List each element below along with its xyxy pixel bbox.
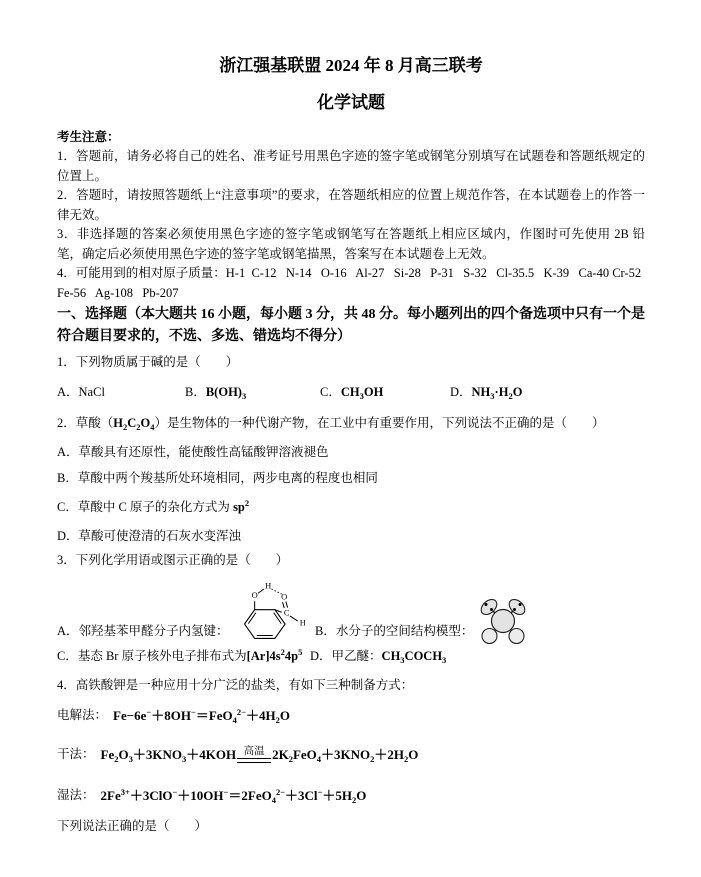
notice-heading: 考生注意： <box>57 130 120 144</box>
notice-section <box>57 128 651 303</box>
q3-option-b <box>315 596 530 640</box>
q3-option-b-label: B．水分子的空间结构模型： <box>315 624 474 638</box>
q1-option-d: D．$NH_3\cdot H_2O$ <box>450 385 523 401</box>
notice-item-3: 3．非选择题的答案必须使用黑色字迹的签字笔或钢笔写在答题纸上相应区域内，作图时可先使用 2B 铅笔，确定后必须使用黑色字迹的签字笔或钢笔描黑，答案写在本试题卷上无效。 <box>57 227 645 261</box>
page-title: 浙江强基联盟 2024 年 8 月高三联考 <box>219 56 483 75</box>
question-3-stem: 3．下列化学用语或图示正确的是（ ） <box>57 553 289 567</box>
q3-option-d: D．甲乙醚：$CH_3COCH_3$ <box>310 649 447 665</box>
q3-option-a <box>57 572 315 640</box>
atom-C-carbonyl: C <box>283 607 290 618</box>
notice-item-2: 2．答题时，请按照答题纸上“注意事项”的要求，在答题纸相应的位置上规范作答，在本试题卷上的作答一律无效。 <box>57 188 645 222</box>
water-molecule-model <box>476 596 530 646</box>
notice-item-4-atomic-masses: 4．可能用到的相对原子质量：H-1 C-12 N-14 O-16 Al-27 Si-28 P-31 S-32 Cl-35.5 K-39 Ca-40 Cr-52 Fe-56 Ag-108 Pb-207 <box>57 266 651 300</box>
q1-option-b: B．$B(OH)_3$ <box>185 385 247 401</box>
notice-item-1: 1．答题前，请务必将自己的姓名、准考证号用黑色字迹的签字笔或钢笔分别填写在试题卷和答题纸规定的位置上。 <box>57 149 645 183</box>
equals-bar <box>237 758 271 763</box>
electrolysis-equation: $Fe-6e^-+8OH^-=FeO_4^{2-}+4H_2O$ <box>113 707 290 725</box>
question-4-footer: 下列说法正确的是（ ） <box>57 819 208 833</box>
section-heading-choice-questions: 一、选择题（本大题共 16 小题，每小题 3 分，共 48 分。每小题列出的四个备选项中只有一个是符合题目要求的，不选、多选、错选均不得分） <box>57 307 645 344</box>
atom-H-phenol: H <box>264 580 271 591</box>
q4-wet-method-equation-line <box>57 786 645 805</box>
question-2-stem: 2．草酸$(H_2C_2O_4)$是生物体的一种代谢产物，在工业中有重要作用，下列说法不正确的是（ ） <box>57 416 605 432</box>
q1-option-c: C．$CH_3OH$ <box>320 385 384 401</box>
salicylaldehyde-hbond-structure <box>231 572 315 644</box>
page-subtitle: 化学试题 <box>317 93 385 112</box>
question-1-stem: 1．下列物质属于碱的是（ ） <box>57 355 239 369</box>
question-1 <box>57 353 645 403</box>
reaction-condition-high-temperature: 高温 <box>237 746 271 763</box>
dry-method-equation-lhs: $Fe_2O_3+3KNO_3+4KOH$ <box>100 747 237 764</box>
q2-option-d: D．草酸可使澄清的石灰水变浑浊 <box>57 529 242 543</box>
q3-options-a-b-row <box>57 572 645 640</box>
wet-method-equation: $2Fe^{3+}+3ClO^-+10OH^-=2FeO_4^{2-}+3Cl^-+5H_2O$ <box>100 787 367 805</box>
q3-option-a-label: A．邻羟基苯甲醛分子内氢键： <box>57 624 229 638</box>
q2-option-b: B．草酸中两个羧基所处环境相同，两步电离的程度也相同 <box>57 471 378 485</box>
q3-option-c: C．基态 Br 原子核外电子排布式为$[Ar]4s^24p^5$ <box>57 647 303 663</box>
electrolysis-method-label: 电解法： <box>57 708 108 722</box>
question-3 <box>57 551 645 666</box>
q2-option-c: C．草酸中 C 原子的杂化方式为 $sp^2$ <box>57 498 250 514</box>
question-4 <box>57 676 645 836</box>
dry-method-equation-rhs: $2K_2FeO_4+3KNO_2+2H_2O$ <box>272 747 419 764</box>
q1-option-a: A．NaCl <box>57 385 105 399</box>
question-4-stem: 4．高铁酸钾是一种应用十分广泛的盐类，有如下三种制备方式： <box>57 678 414 692</box>
question-2 <box>57 414 645 546</box>
q2-option-a: A．草酸具有还原性，能使酸性高锰酸钾溶液褪色 <box>57 445 329 459</box>
atom-H-aldehyde: H <box>299 617 306 628</box>
dry-method-label: 干法： <box>57 747 95 761</box>
question-1-options <box>57 381 645 403</box>
q4-dry-method-equation-line <box>57 745 645 764</box>
wet-method-label: 湿法： <box>57 788 95 802</box>
q3-options-c-d-row <box>57 646 645 666</box>
atom-O-phenol: O <box>251 589 258 600</box>
q4-electrolysis-equation-line <box>57 706 645 725</box>
atom-O-carbonyl: O <box>280 591 287 602</box>
